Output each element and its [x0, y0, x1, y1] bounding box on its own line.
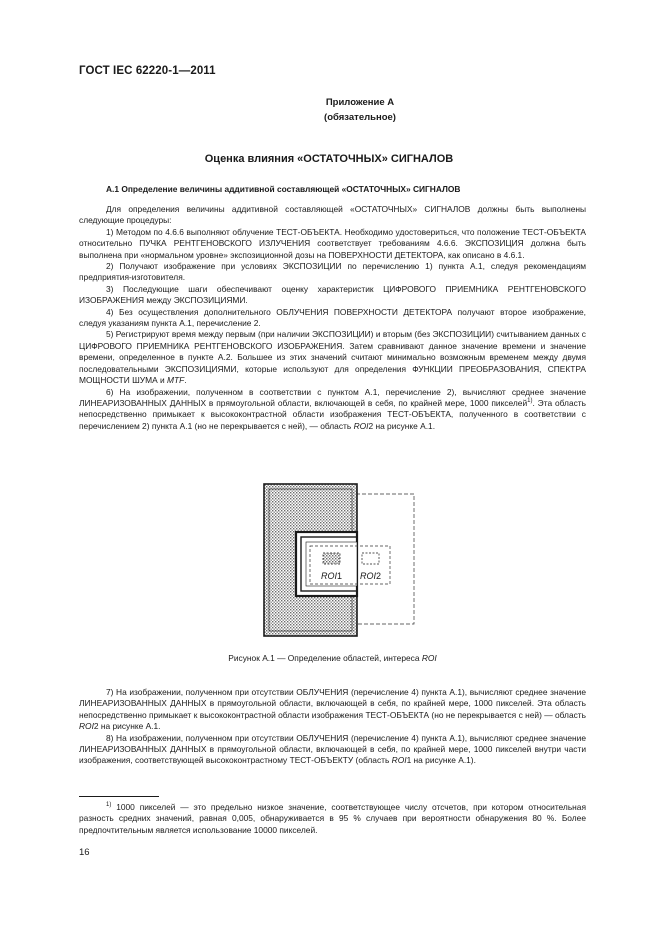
- paragraph-3: 3) Последующие шаги обеспечивают оценку характеристик ЦИФРОВОГО ПРИЕМНИКА РЕНТГЕНОВСКОГО ИЗОБРАЖЕНИЯ между ЭКСПОЗИЦИЯМИ.: [79, 283, 586, 306]
- paragraph-5: [79, 329, 586, 386]
- paragraph-5-end: .: [184, 375, 187, 386]
- paragraph-8-text-a: 8) На изображении, полученном при отсутствии ОБЛУЧЕНИЯ (перечисление 4) пункта А.1), вычисляют среднее значение ЛИНЕАРИЗОВАННЫХ ДАННЫХ в прямоугольной области, включающей в себя, по крайней мере, 1000 пикселей внутри части изображения, соответствующей высококонтрастному ТЕСТ-ОБЪЕКТУ (область: [79, 732, 586, 766]
- paragraph-2: 2) Получают изображение при условиях ЭКСПОЗИЦИИ по перечислению 1) пункта А.1, следуя рекомендациям предприятия-изготовителя.: [79, 261, 586, 283]
- figure-caption: [79, 653, 586, 663]
- footnote-divider: [79, 796, 159, 797]
- annex-title: Приложение А: [325, 97, 395, 108]
- roi2-box: [362, 553, 379, 564]
- paragraph-7-text-a: 7) На изображении, полученном при отсутствии ОБЛУЧЕНИЯ (перечисление 4) пункта А.1), вычисляют среднее значение ЛИНЕАРИЗОВАННЫХ ДАННЫХ в прямоугольной области, включающей в себя, по крайней мере, 1000 пикселей. Эта область непосредственно примыкает к высококонтрастной области изображения ТЕСТ-ОБЪЕКТА (но не перекрывается с ней) — область: [79, 687, 586, 720]
- body-text-upper: [79, 204, 586, 432]
- paragraph-6-text-b: . Эта область непосредственно примыкает к высококонтрастной области изображения ТЕСТ-ОБЪЕКТА, полученного в соответствии с перечислением 2) пункта А.1 (но не перекрывается с ней), — область: [79, 397, 586, 431]
- footnote: [79, 802, 586, 836]
- paragraph-6-text-a: 6) На изображении, полученном в соответствии с пунктом А.1, перечисление 2), вычисляют среднее значение ЛИНЕАРИЗОВАННЫХ ДАННЫХ в прямоугольной области, включающей в себя, по крайней мере, 1000 пикселей: [79, 386, 586, 408]
- figure-caption-roi: ROI: [421, 653, 437, 663]
- roi-term: ROI: [79, 721, 94, 732]
- page-number: 16: [79, 847, 90, 858]
- standard-header: ГОСТ IEC 62220-1—2011: [79, 65, 216, 77]
- roi-term: ROI: [353, 420, 369, 431]
- paragraph-8-text-b: 1 на рисунке А.1).: [406, 755, 476, 766]
- paragraph-6: [79, 387, 586, 433]
- section-title: Оценка влияния «ОСТАТОЧНЫХ» СИГНАЛОВ: [204, 153, 454, 165]
- footnote-text: 1000 пикселей — это предельно низкое значение, соответствующее числу отсчетов, при котором относительная разность средних значений, равная 0,005, обнаруживается в 95 % случаев при вероятности обнаружения 80 %. Более предпочтительным является использование 10000 пикселей.: [79, 802, 587, 835]
- paragraph-4: 4) Без осуществления дополнительного ОБЛУЧЕНИЯ ПОВЕРХНОСТИ ДЕТЕКТОРА получают второе изображение, следуя указаниям пункта А.1, перечисление 2.: [79, 306, 586, 329]
- figure-caption-text: Рисунок А.1 — Определение областей, интереса: [228, 653, 420, 663]
- body-text-lower: [79, 687, 586, 767]
- mtf-term: MTF: [167, 375, 185, 386]
- roi-term: ROI: [391, 755, 407, 766]
- paragraph-7-text-b: 2 на рисунке А.1.: [93, 721, 161, 732]
- roi-figure: [260, 480, 420, 640]
- footnote-ref: 1): [527, 398, 533, 405]
- paragraph-6-text-c: 2 на рисунке А.1.: [368, 420, 436, 431]
- roi1-box: [323, 553, 340, 564]
- subsection-title: А.1 Определение величины аддитивной составляющей «ОСТАТОЧНЫХ» СИГНАЛОВ: [106, 184, 461, 194]
- paragraph-5-text: 5) Регистрируют время между первым (при наличии ЭКСПОЗИЦИИ) и вторым (без ЭКСПОЗИЦИИ) считыванием данных с ЦИФРОВОГО ПРИЕМНИКА РЕНТГЕНОВСКОГО ИЗОБРАЖЕНИЯ. Затем сравнивают данное значение времени и значение времени, определенное в пункте А.2. Большее из этих значений считают минимально возможным временем между двумя последовательными ЭКСПОЗИЦИЯМИ, которые используют для определения ФУНКЦИИ ПРЕОБРАЗОВАНИЯ, СПЕКТРА МОЩНОСТИ ШУМА и: [79, 329, 586, 386]
- annex-status: (обязательное): [324, 112, 396, 123]
- roi2-label: ROI2: [360, 571, 382, 581]
- annex-heading: [300, 95, 420, 125]
- paragraph-7: [79, 687, 586, 733]
- roi1-label: ROI1: [321, 571, 343, 581]
- paragraph-1: 1) Методом по 4.6.6 выполняют облучение ТЕСТ-ОБЪЕКТА. Необходимо удостовериться, что положение ТЕСТ-ОБЪЕКТА относительно ПУЧКА РЕНТГЕНОВСКОГО ИЗЛУЧЕНИЯ соответствует требованиям 4.6.6. ЭКСПОЗИЦИЯ должна быть выполнена при «нормальном уровне» экспозиционной дозы на ПОВЕРХНОСТИ ДЕТЕКТОРА, как описано в 4.6.1.: [79, 226, 586, 260]
- footnote-marker: 1): [106, 802, 112, 809]
- paragraph-8: [79, 733, 586, 767]
- paragraph-intro: Для определения величины аддитивной составляющей «ОСТАТОЧНЫХ» СИГНАЛОВ должны быть выполнены следующие процедуры:: [79, 204, 586, 226]
